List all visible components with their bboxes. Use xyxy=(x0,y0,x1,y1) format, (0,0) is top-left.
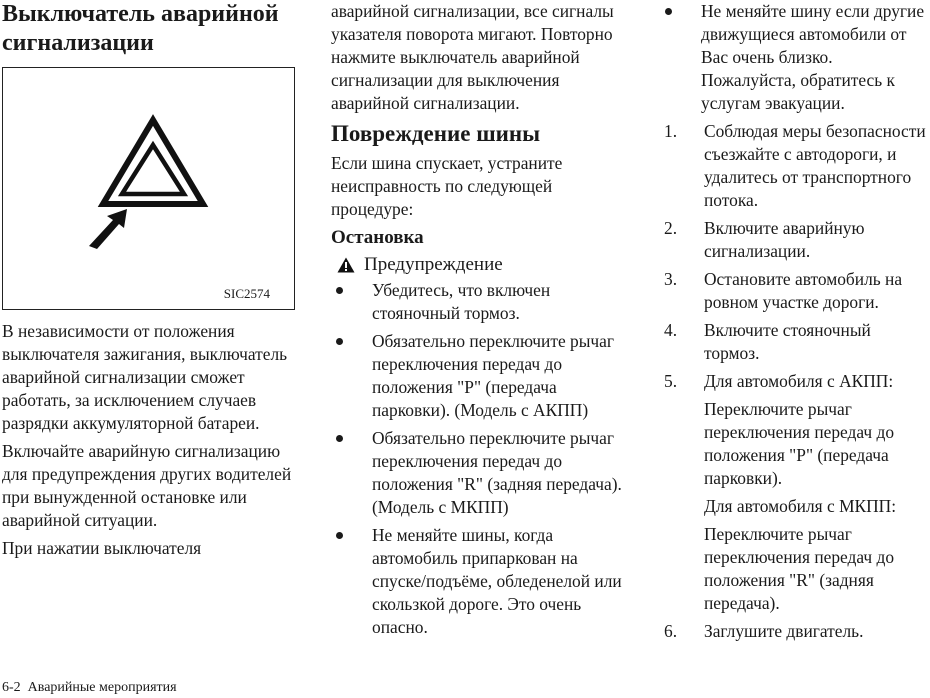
step-item: 1. Соблюдая меры безопасности съезжайте с автодороги, и удалитесь от транспортного потока. xyxy=(664,121,926,210)
bullet-icon xyxy=(336,338,343,345)
list-item: Обязательно переключите рычаг переключения передач до положения "R" (задняя передача). (Модель с МКПП) xyxy=(331,427,627,519)
subheading-stop: Остановка xyxy=(331,227,424,248)
figure-id: SIC2574 xyxy=(223,286,270,301)
paragraph: Если шина спускает, устраните неисправность по следующей процедуре: xyxy=(331,153,563,219)
paragraph: При нажатии выключателя xyxy=(2,538,202,558)
warning-label: Предупреждение xyxy=(364,254,503,275)
step-sub-paragraph: Для автомобиля с МКПП: xyxy=(704,496,897,516)
section-heading-tire-damage: Повреждение шины xyxy=(331,121,541,146)
bullet-icon xyxy=(336,435,343,442)
step-sub-paragraph: Переключите рычаг переключения передач до положения "R" (задняя передача). xyxy=(704,524,895,613)
hazard-triangle-illustration xyxy=(3,68,296,311)
list-item: Не меняйте шину если другие движущиеся автомобили от Вас очень близко. Пожалуйста, обратитесь к услугам эвакуации. xyxy=(660,0,930,115)
arrow-icon xyxy=(89,209,127,249)
paragraph: В независимости от положения выключателя зажигания, выключатель аварийной сигнализации сможет работать, за исключением случаев разрядки аккумуляторной батареи. xyxy=(2,321,288,433)
bullet-icon xyxy=(665,8,672,15)
step-item: 5. Для автомобиля с АКПП: xyxy=(664,371,894,391)
warning-title xyxy=(337,253,627,277)
step-item: 3. Остановите автомобиль на ровном участке дороги. xyxy=(664,269,903,312)
hazard-switch-figure xyxy=(2,67,295,310)
page-footer: 6-2 Аварийные мероприятия xyxy=(2,680,177,695)
paragraph-continuation: аварийной сигнализации, все сигналы указателя поворота мигают. Повторно нажмите выключатель аварийной сигнализации для выключения аварийной сигнализации. xyxy=(331,1,614,113)
list-item: Обязательно переключите рычаг переключения передач до положения "P" (передача парковки). (Модель с АКПП) xyxy=(331,330,627,422)
list-item: Убедитесь, что включен стояночный тормоз. xyxy=(331,279,627,325)
warning-icon xyxy=(337,257,355,273)
step-sub-paragraph: Переключите рычаг переключения передач до положения "P" (передача парковки). xyxy=(704,399,895,488)
bullet-icon xyxy=(336,287,343,294)
column-1 xyxy=(2,0,300,565)
step-item: 6. Заглушите двигатель. xyxy=(664,621,864,641)
column-2 xyxy=(331,0,627,644)
list-item: Не меняйте шины, когда автомобиль припаркован на спуске/подъёме, обледенелой или скользкой дороге. Это очень опасно. xyxy=(331,524,627,639)
step-item: 2. Включите аварийную сигнализации. xyxy=(664,218,865,261)
paragraph: Включайте аварийную сигнализацию для предупреждения других водителей при вынужденной остановке или аварийной ситуации. xyxy=(2,441,292,530)
step-item: 4. Включите стояночный тормоз. xyxy=(664,320,871,363)
bullet-icon xyxy=(336,532,343,539)
section-heading-hazard-switch: Выключатель аварийной сигнализации xyxy=(2,1,279,56)
column-3 xyxy=(660,0,930,648)
